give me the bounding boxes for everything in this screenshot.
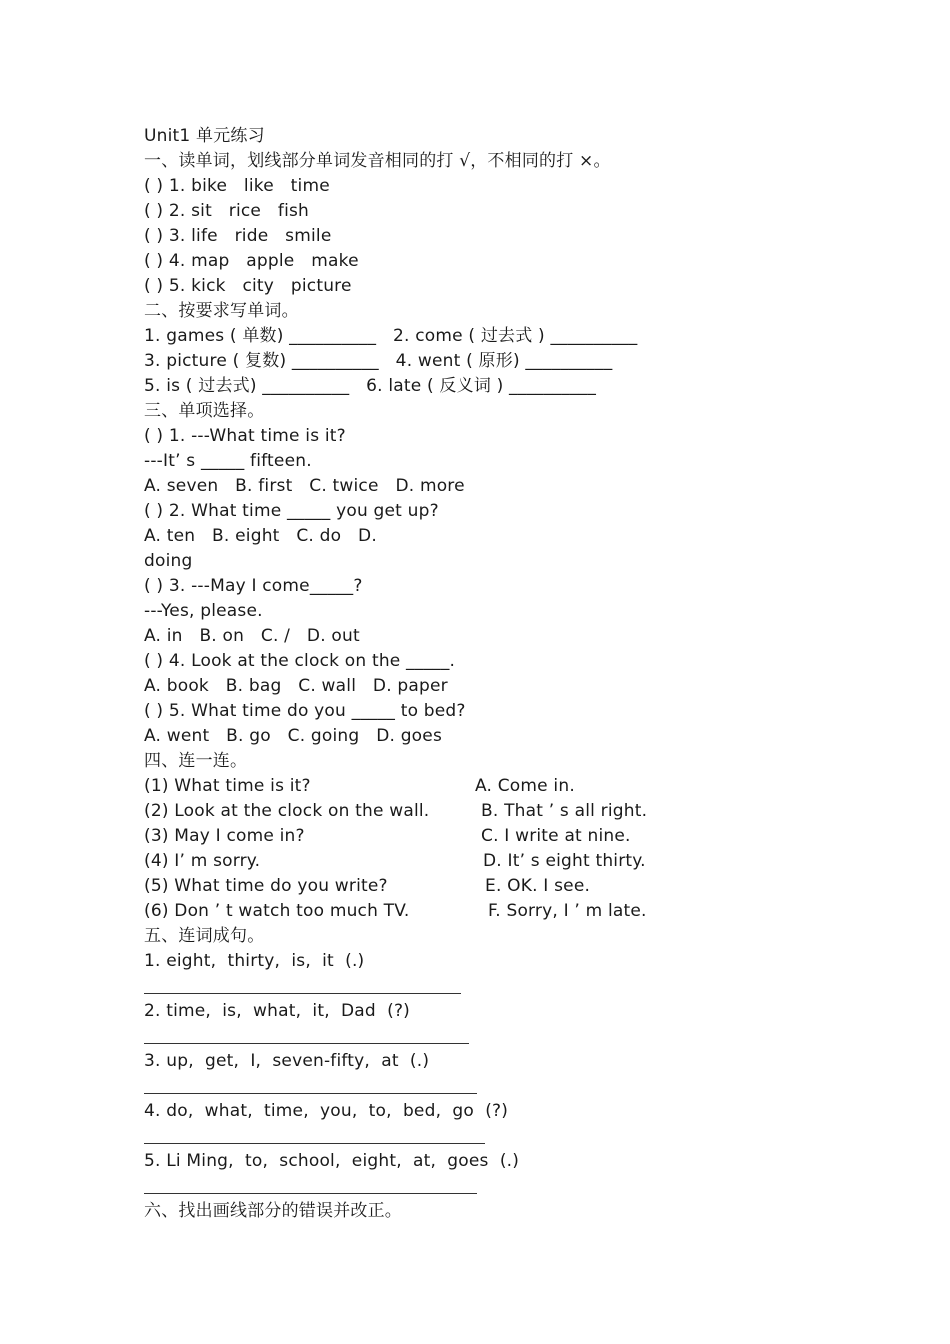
section3-heading: 三、单项选择。: [144, 401, 265, 421]
section5-item: 4. do, what, time, you, to, bed, go (?): [144, 1101, 509, 1121]
section2-row: 5. is ( 过去式) __________ 6. late ( 反义词 ) __________: [144, 376, 597, 396]
match-right-item: D. It’ s eight thirty.: [483, 851, 646, 871]
answer-line[interactable]: [144, 1192, 477, 1194]
section2-row: 1. games ( 单数) __________ 2. come ( 过去式 ) __________: [144, 326, 638, 346]
section3-line: A. seven B. first C. twice D. more: [144, 476, 465, 496]
section3-line: ( ) 1. ---What time is it?: [144, 426, 346, 446]
section3-line: ( ) 5. What time do you _____ to bed?: [144, 701, 466, 721]
section5-item: 5. Li Ming, to, school, eight, at, goes (.): [144, 1151, 520, 1171]
section1-item: ( ) 5. kick city picture: [144, 276, 352, 296]
section5-item: 1. eight, thirty, is, it (.): [144, 951, 365, 971]
section1-item: ( ) 3. life ride smile: [144, 226, 332, 246]
section3-line: ( ) 2. What time _____ you get up?: [144, 501, 439, 521]
section3-line: A. ten B. eight C. do D.: [144, 526, 377, 546]
section2-row: 3. picture ( 复数) __________ 4. went ( 原形) __________: [144, 351, 613, 371]
section5-heading: 五、连词成句。: [144, 926, 265, 946]
section1-item: ( ) 4. map apple make: [144, 251, 359, 271]
match-left-item: (2) Look at the clock on the wall.: [144, 801, 430, 821]
section3-line: ( ) 4. Look at the clock on the _____.: [144, 651, 456, 671]
section3-line: doing: [144, 551, 193, 571]
match-left-item: (6) Don ’ t watch too much TV.: [144, 901, 410, 921]
section3-line: A. book B. bag C. wall D. paper: [144, 676, 448, 696]
answer-line[interactable]: [144, 1092, 477, 1094]
answer-line[interactable]: [144, 1142, 485, 1144]
match-right-item: B. That ’ s all right.: [481, 801, 648, 821]
section1-heading: 一、读单词，划线部分单词发音相同的打 √，不相同的打 ×。: [144, 151, 611, 171]
section3-line: ( ) 3. ---May I come_____?: [144, 576, 363, 596]
section3-line: ---Yes, please.: [144, 601, 263, 621]
section5-item: 2. time, is, what, it, Dad (?): [144, 1001, 411, 1021]
match-left-item: (5) What time do you write?: [144, 876, 388, 896]
match-left-item: (4) I’ m sorry.: [144, 851, 261, 871]
section3-line: ---It’ s _____ fifteen.: [144, 451, 312, 471]
section6-heading: 六、找出画线部分的错误并改正。: [144, 1201, 402, 1221]
answer-line[interactable]: [144, 992, 461, 994]
match-right-item: C. I write at nine.: [481, 826, 631, 846]
match-right-item: A. Come in.: [475, 776, 575, 796]
match-left-item: (1) What time is it?: [144, 776, 311, 796]
section2-heading: 二、按要求写单词。: [144, 301, 299, 321]
match-left-item: (3) May I come in?: [144, 826, 305, 846]
worksheet-title: Unit1 单元练习: [144, 126, 265, 146]
section1-item: ( ) 2. sit rice fish: [144, 201, 310, 221]
section4-heading: 四、连一连。: [144, 751, 248, 771]
match-right-item: E. OK. I see.: [485, 876, 591, 896]
section1-item: ( ) 1. bike like time: [144, 176, 330, 196]
match-right-item: F. Sorry, I ’ m late.: [488, 901, 647, 921]
section3-line: A. went B. go C. going D. goes: [144, 726, 443, 746]
answer-line[interactable]: [144, 1042, 469, 1044]
section3-line: A. in B. on C. / D. out: [144, 626, 360, 646]
section5-item: 3. up, get, I, seven-fifty, at (.): [144, 1051, 430, 1071]
